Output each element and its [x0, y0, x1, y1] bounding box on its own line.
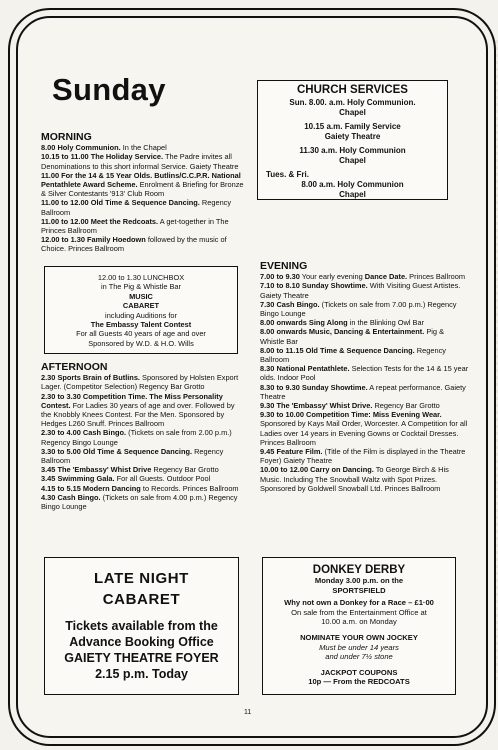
entry-desc: A get-together in The Princes Ballroom — [41, 216, 229, 236]
entry-desc: to Records. Princes Ballroom — [142, 483, 239, 493]
entry-event: The 'Embassy' Whist Drive. — [276, 401, 373, 411]
entry-time: 11.00 to 12.00 — [41, 198, 89, 208]
entry-desc: Princes Ballroom — [409, 272, 466, 282]
page-number: 11 — [244, 709, 252, 716]
entry-event: Family Hoedown — [87, 235, 146, 245]
morning-entry — [41, 217, 246, 235]
entry-time: 2.30 — [41, 373, 56, 383]
entry-event: Meet the Redcoats. — [90, 216, 159, 226]
donkey-line9: JACKPOT COUPONS — [320, 667, 398, 677]
evening-entry — [260, 410, 470, 447]
late-night-line5: GAIETY THEATRE FOYER — [64, 651, 219, 665]
entry-desc: Regency Bar Grotto — [153, 465, 219, 475]
afternoon-entry — [41, 428, 246, 446]
entry-event: Sunday Showtime. — [301, 281, 368, 291]
church-line: Chapel — [339, 156, 366, 165]
entry-desc: (Tickets on sale from 4.00 p.m.) Regency Bingo Lounge — [41, 492, 238, 512]
entry-time: 8.00 onwards — [260, 327, 307, 337]
morning-list — [41, 143, 246, 253]
entry-desc: Enrolment & Briefing for Bronze & Silver Contestants '913' Club Room — [41, 180, 244, 199]
entry-event: Feature Film. — [276, 447, 323, 457]
morning-heading: MORNING — [41, 131, 92, 143]
lunchbox-line7: For all Guests 40 years of age and over — [76, 329, 206, 339]
church-line: 11.30 a.m. Holy Communion — [299, 146, 406, 155]
entry-event: National Pentathlete. — [276, 364, 350, 374]
entry-time: 3.30 to 5.00 — [41, 446, 81, 456]
church-line: 10.15 a.m. Family Service — [304, 122, 401, 131]
entry-event: Swimming Gala. — [57, 474, 115, 484]
entry-time: 7.10 to 8.10 — [260, 281, 300, 291]
entry-event: The 'Embassy' Whist Drive — [57, 465, 152, 475]
morning-entry — [41, 171, 246, 199]
lunchbox-line5: including Auditions for — [105, 310, 177, 320]
entry-desc: A repeat performance. Gaiety Theatre — [260, 382, 466, 401]
page-title: Sunday — [52, 72, 166, 107]
afternoon-list — [41, 373, 246, 511]
afternoon-heading: AFTERNOON — [41, 361, 108, 373]
entry-time: 3.45 — [41, 474, 56, 484]
evening-list — [260, 272, 470, 493]
entry-desc: Regency Ballroom — [41, 198, 232, 217]
afternoon-entry — [41, 484, 246, 493]
entry-pre: Your early evening — [301, 272, 363, 282]
entry-event: Competition Time: Miss Evening Wear. — [306, 410, 442, 420]
lunchbox-line1: 12.00 to 1.30 LUNCHBOX — [97, 273, 185, 282]
entry-time: 9.30 to 10.00 — [260, 410, 304, 420]
lunchbox-line2: in The Pig & Whistle Bar — [101, 282, 181, 292]
entry-event: Old Time & Sequence Dancing. — [305, 345, 415, 355]
entry-event: Sports Brain of Butlins. — [57, 373, 140, 383]
evening-entry — [260, 364, 470, 382]
entry-desc: In the Chapel — [122, 143, 167, 153]
lunchbox-line8: Sponsored by W.D. & H.O. Wills — [88, 338, 194, 348]
evening-entry — [260, 346, 470, 364]
entry-desc: (Tickets on sale from 2.00 p.m.) Regency Bingo Lounge — [41, 428, 232, 447]
entry-time: 7.00 to 9.30 — [260, 272, 300, 282]
donkey-line8: and under 7½ stone — [325, 652, 393, 662]
entry-desc: followed by the music of Choice. Princes Ballroom — [41, 235, 227, 254]
entry-desc: Sponsored by Holsten Export Lager. (Competitor Selection) Regency Bar Grotto — [41, 373, 239, 392]
donkey-line6: NOMINATE YOUR OWN JOCKEY — [300, 632, 418, 642]
morning-entry — [41, 235, 246, 253]
evening-entry — [260, 327, 470, 345]
entry-desc: To George Birch & His Music. Including The Snowball Waltz with Spot Prizes. Sponsored by Goldwell Snowball Ltd. Princes Ballroom — [260, 465, 449, 493]
afternoon-entry — [41, 465, 246, 474]
entry-event: Cash Bingo. — [276, 299, 320, 309]
afternoon-entry — [41, 447, 246, 465]
entry-event: Music, Dancing & Entertainment. — [308, 327, 425, 337]
morning-entry — [41, 152, 246, 170]
evening-entry — [260, 383, 470, 401]
entry-time: 11.00 to 12.00 — [41, 216, 89, 226]
entry-desc: Pig & Whistle Bar — [260, 327, 445, 346]
church-line: 8.00 a.m. Holy Communion — [301, 180, 404, 189]
entry-desc: For Ladies 30 years of age and over. Followed by the Knobbly Knees Contest. For the Men. Sponsored by Hedges L260 Snuff. Princes Ballroom — [41, 400, 235, 429]
afternoon-entry — [41, 373, 246, 391]
morning-entry — [41, 198, 246, 216]
donkey-line4: On sale from the Entertainment Office at — [291, 607, 427, 617]
entry-time: 4.30 — [41, 492, 56, 502]
entry-event: Sing Along — [308, 318, 348, 328]
morning-section — [41, 133, 246, 254]
evening-entry — [260, 401, 470, 410]
late-night-line6: 2.15 p.m. Today — [95, 667, 188, 681]
evening-entry — [260, 281, 470, 299]
entry-time: 10.00 to 12.00 — [260, 465, 309, 475]
entry-time: 2.30 to 3.30 — [41, 391, 81, 401]
lunchbox-box — [44, 266, 238, 354]
entry-time: 2.30 to 4.00 — [41, 428, 81, 438]
entry-event: Competition Time. The Miss Personality Contest. — [41, 391, 223, 410]
entry-event: For the 14 & 15 Year Olds. Butlins/C.C.P.R. National Pentathlete Award Scheme. — [41, 170, 241, 190]
afternoon-entry — [41, 493, 246, 511]
lunchbox-line4: CABARET — [122, 301, 160, 311]
evening-section — [260, 262, 470, 493]
entry-event: Cash Bingo. — [57, 492, 101, 502]
entry-desc: in the Blinking Owl Bar — [349, 318, 425, 328]
entry-event: Modern Dancing — [82, 483, 141, 493]
entry-event: Cash Bingo. — [82, 428, 127, 438]
donkey-line1: Monday 3.00 p.m. on the — [314, 576, 404, 585]
late-night-line1: LATE NIGHT — [94, 570, 189, 587]
evening-heading: EVENING — [260, 260, 308, 272]
entry-time: 11.00 — [41, 170, 60, 180]
entry-time: 12.00 to 1.30 — [41, 235, 85, 245]
church-services-box — [257, 80, 448, 200]
late-night-line2: CABARET — [102, 591, 181, 608]
evening-entry — [260, 447, 470, 465]
entry-time: 8.00 onwards — [260, 318, 307, 328]
late-night-line4: Advance Booking Office — [69, 635, 214, 649]
entry-time: 9.30 — [260, 401, 275, 411]
entry-desc: For all Guests. Outdoor Pool — [116, 474, 211, 484]
late-night-cabaret-box — [44, 557, 239, 695]
entry-event: Carry on Dancing. — [310, 465, 374, 475]
entry-time: 9.45 — [260, 447, 275, 457]
late-night-line3: Tickets available from the — [65, 619, 218, 633]
lunchbox-line6: The Embassy Talent Contest — [90, 320, 192, 330]
entry-time: 8.30 to 9.30 — [260, 382, 300, 392]
evening-entry — [260, 465, 470, 493]
entry-time: 8.00 — [41, 143, 56, 153]
evening-entry — [260, 318, 470, 327]
entry-desc: Regency Bar Grotto — [374, 401, 440, 411]
donkey-line7: Must be under 14 years — [319, 642, 399, 652]
entry-desc: Regency Ballroom — [260, 345, 446, 365]
church-line: Chapel — [339, 108, 366, 117]
morning-entry — [41, 143, 246, 152]
entry-time: 3.45 — [41, 465, 56, 475]
church-line: Tues. & Fri. — [266, 170, 309, 179]
entry-event: Old Time & Sequence Dancing. — [90, 198, 200, 208]
church-line: Chapel — [339, 190, 366, 199]
entry-desc: Regency Ballroom — [41, 446, 224, 466]
entry-event: Holy Communion. — [57, 143, 121, 153]
entry-time: 10.15 to 11.00 — [41, 152, 89, 162]
entry-desc: Sponsored by Kays Mail Order, Worcester. A Competition for all Ladies over 14 years in Evening Gowns or Cocktail Dresses. Princes Ballroom — [260, 419, 468, 447]
donkey-title: DONKEY DERBY — [312, 564, 406, 576]
entry-event: The Holiday Service. — [90, 152, 164, 162]
donkey-line3: Why not own a Donkey for a Race – £1·00 — [284, 598, 434, 608]
entry-event: Dance Date. — [364, 272, 408, 282]
lunchbox-line3: MUSIC — [129, 291, 153, 301]
evening-entry — [260, 272, 470, 281]
donkey-line5: 10.00 a.m. on Monday — [321, 617, 397, 627]
church-line: Sun. 8.00. a.m. Holy Communion. — [289, 98, 416, 107]
afternoon-entry — [41, 392, 246, 429]
afternoon-section — [41, 363, 246, 511]
entry-desc: With Visiting Guest Artistes. Gaiety Theatre — [260, 281, 461, 300]
entry-time: 8.00 to 11.15 — [260, 345, 304, 355]
entry-desc: Selection Tests for the 14 & 15 year olds. Indoor Pool — [260, 364, 469, 383]
entry-time: 4.15 to 5.15 — [41, 483, 81, 493]
donkey-derby-box — [262, 557, 456, 695]
donkey-line10: 10p — From the REDCOATS — [308, 677, 410, 687]
church-heading: CHURCH SERVICES — [297, 84, 408, 96]
entry-event: Old Time & Sequence Dancing. — [82, 446, 193, 456]
entry-time: 8.30 — [260, 364, 275, 374]
entry-desc: (Title of the Film is displayed in the Theatre Foyer) Gaiety Theatre — [260, 447, 466, 466]
church-line: Gaiety Theatre — [324, 132, 381, 141]
entry-desc: (Tickets on sale from 7.00 p.m.) Regency Bingo Lounge — [260, 299, 457, 319]
donkey-line2: SPORTSFIELD — [332, 585, 386, 595]
entry-time: 7.30 — [260, 299, 275, 309]
afternoon-entry — [41, 474, 246, 483]
evening-entry — [260, 300, 470, 318]
entry-event: Sunday Showtime. — [301, 382, 368, 392]
entry-desc: The Padre invites all Denominations to this short informal Service. Gaiety Theatre — [41, 152, 239, 171]
